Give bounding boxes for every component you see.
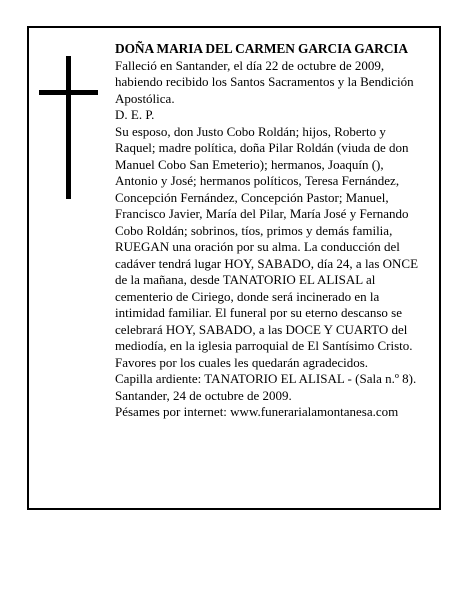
condolences-line: Pésames por internet: www.funerarialamontanesa.com <box>115 404 399 419</box>
family-list: Su esposo, don Justo Cobo Roldán; hijos, Roberto y Raquel; madre política, doña Pilar Roldán (viuda de don Manuel Cobo San Emeterio); hermanos, Joaquín (), Antonio y José; hermanos políticos, Teresa Fernández, Concepción Fernández, Concepción Pastor; Manuel, Francisco Javier, María del Pilar, María José y Fernando Cobo Roldán; sobrinos, tíos, primos y demás familia, <box>115 123 409 238</box>
death-statement: Falleció en Santander, el día 22 de octubre de 2009, habiendo recibido los Santos Sacramentos y la Bendición Apostólica. <box>115 57 414 106</box>
deceased-name: DOÑA MARIA DEL CARMEN GARCIA GARCIA <box>115 41 408 56</box>
chapel-info: Capilla ardiente: TANATORIO EL ALISAL - (Sala n.º 8). <box>115 371 417 386</box>
obituary-notice <box>27 26 441 510</box>
notice-body <box>115 41 427 421</box>
ceremony-details: RUEGAN una oración por su alma. La conducción del cadáver tendrá lugar HOY, SABADO, día 24, a las ONCE de la mañana, desde TANATORIO EL ALISAL al cementerio de Ciriego, donde será incinerado en la intimidad familiar. El funeral por su eterno descanso se celebrará HOY, SABADO, a las DOCE Y CUARTO del mediodía, en la iglesia parroquial de El Santísimo Cristo. Favores por los cuales les quedarán agradecidos. <box>115 239 419 370</box>
cross-horizontal-bar <box>39 90 98 95</box>
rip-line: D. E. P. <box>115 107 155 122</box>
place-date: Santander, 24 de octubre de 2009. <box>115 387 292 403</box>
cross-vertical-bar <box>66 56 71 199</box>
